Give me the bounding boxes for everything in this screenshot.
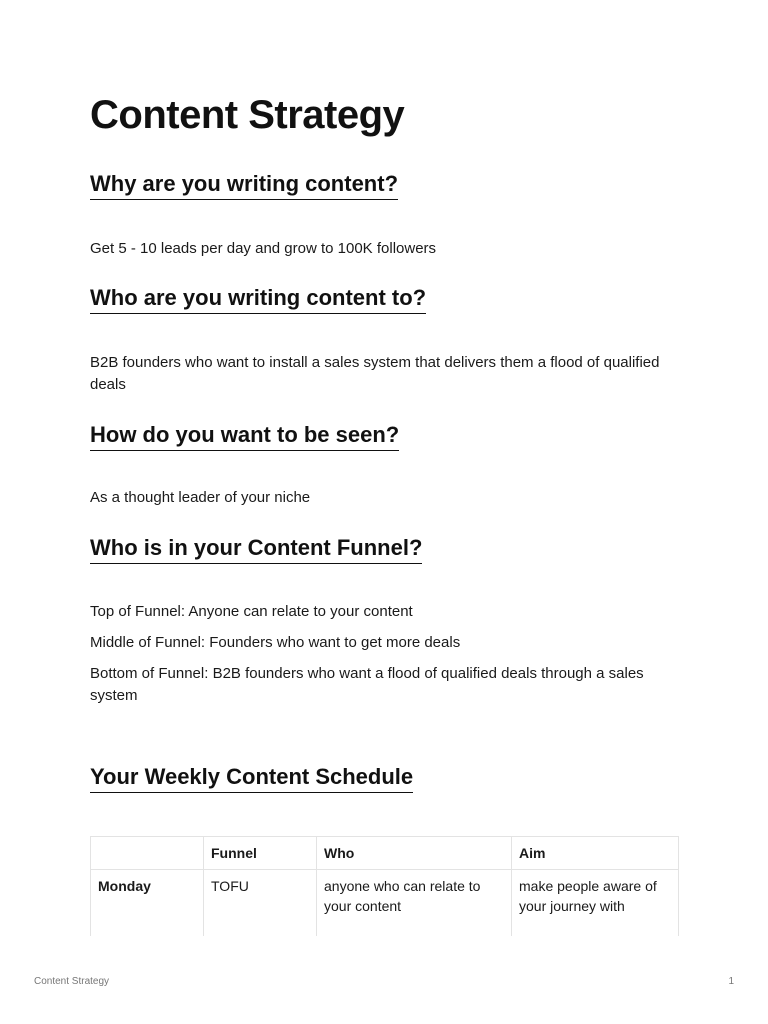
table-cell-who: anyone who can relate to your content bbox=[317, 870, 512, 937]
section-text-seen: As a thought leader of your niche bbox=[90, 489, 311, 506]
table-header-who: Who bbox=[317, 837, 512, 870]
section-heading-who: Who are you writing content to? bbox=[90, 284, 426, 314]
section-heading-why: Why are you writing content? bbox=[90, 170, 398, 200]
weekly-schedule-table bbox=[90, 836, 679, 936]
funnel-bottom-text: Bottom of Funnel: B2B founders who want a flood of qualified deals through a sales system bbox=[90, 665, 644, 704]
table-header-row bbox=[91, 837, 679, 870]
section-heading-seen: How do you want to be seen? bbox=[90, 421, 399, 451]
footer-document-title: Content Strategy bbox=[34, 976, 110, 987]
table-header-aim: Aim bbox=[512, 837, 679, 870]
footer-page-number: 1 bbox=[728, 976, 734, 987]
section-text-why: Get 5 - 10 leads per day and grow to 100K followers bbox=[90, 240, 437, 257]
page-title: Content Strategy bbox=[90, 93, 405, 137]
table-cell-day: Monday bbox=[91, 870, 204, 937]
table-header-day bbox=[91, 837, 204, 870]
section-text-who: B2B founders who want to install a sales system that delivers them a flood of qualified deals bbox=[90, 354, 660, 393]
table-cell-aim: make people aware of your journey with bbox=[512, 870, 679, 937]
table-row bbox=[91, 870, 679, 937]
table-cell-funnel: TOFU bbox=[204, 870, 317, 937]
table-header-funnel: Funnel bbox=[204, 837, 317, 870]
funnel-top-text: Top of Funnel: Anyone can relate to your content bbox=[90, 603, 413, 620]
section-heading-funnel: Who is in your Content Funnel? bbox=[90, 534, 422, 564]
section-heading-schedule: Your Weekly Content Schedule bbox=[90, 763, 413, 793]
funnel-middle-text: Middle of Funnel: Founders who want to get more deals bbox=[90, 634, 461, 651]
